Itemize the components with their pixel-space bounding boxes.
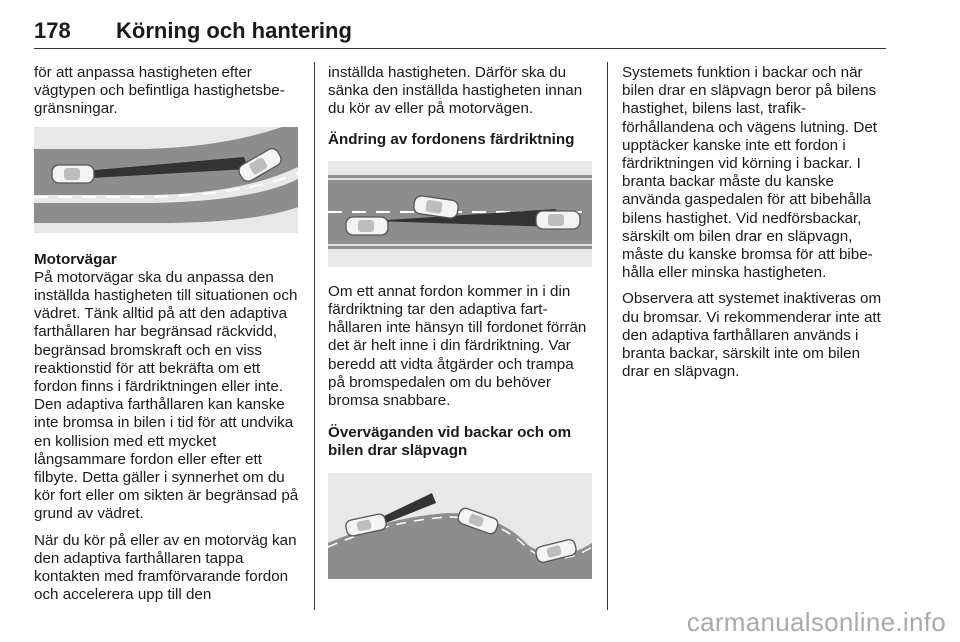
lane-change-illustration [328, 161, 592, 267]
col2-para1: Om ett annat fordon kommer in i din färdriktning tar den adaptiva farthållaren inte hänsyn till fordonet förrän det är helt inne i din färdriktning. Var beredd att vidta åtgärder och trampa på bromspedalen om du behöver bromsa snabbare. [328, 282, 587, 410]
col1-para1: På motorvägar ska du anpassa den inställda hastigheten till situationen och vädret. Tänk alltid på att den adaptiva farthållaren har begränsad räckvidd, begränsad bromskraft och en viss reaktionstid för att bekräfta om ett fordon finns i färdriktningen eller inte. Den adaptiva farthållaren kan kanske inte bromsa in bilen i tid för att undvika en kollision med ett mycket långsammare fordon eller efter ett filbyte. Detta gäller i synnerhet om du kör fort eller om sikten är begränsad på grund av vädret. [34, 268, 299, 523]
col3-para1: Systemets funktion i backar och när bilen drar en släpvagn beror på bilens hastighet, bilens last, trafikförhållandena och vägens lutning. Det upptäcker kanske inte ett fordon i färdriktningen vid körning i backar. I branta backar måste du kanske använda gaspedalen för att bibehålla bilens hastighet. Vid nedförsbackar, särskilt om bilen drar en släpvagn, måste du kanske bromsa för att bibehålla eller minska hastigheten. [622, 64, 877, 282]
hills-illustration [328, 473, 592, 579]
col1-para2: När du kör på eller av en motorväg kan den adaptiva farthållaren tappa kontakten med framförvarande fordon och accelerera upp till den [34, 531, 297, 604]
column-3 [622, 64, 890, 389]
curve-road-drawing [34, 127, 298, 233]
column-2 [328, 64, 594, 579]
col1-intro: för att anpassa hastigheten efter vägtypen och befintliga hastighetsbegränsningar. [34, 64, 285, 118]
col2-intro: inställda hastigheten. Därför ska du sänka den inställda hastigheten innan du kör av eller på motorvägen. [328, 64, 583, 118]
page-header [34, 8, 886, 49]
section-heading-hills-trailer: Överväganden vid backar och om bilen drar släpvagn [328, 424, 572, 460]
section-heading-motorvagar: Motorvägar [34, 250, 117, 268]
curve-road-illustration [34, 127, 298, 233]
column-divider [607, 62, 608, 610]
car-icon [536, 211, 580, 229]
watermark: carmanualsonline.info [686, 607, 946, 637]
column-1 [34, 64, 300, 612]
hills-drawing [328, 473, 592, 579]
car-icon [346, 217, 388, 235]
car-icon [52, 165, 94, 183]
page-number: 178 [34, 18, 71, 43]
lane-change-drawing [328, 161, 592, 267]
chapter-title: Körning och hantering [116, 18, 352, 43]
col3-para2: Observera att systemet inaktiveras om du bromsar. Vi rekommenderar inte att den adaptiva farthållaren används i branta backar, särskilt inte om bilen drar en släpvagn. [622, 290, 882, 381]
column-divider [314, 62, 315, 610]
section-heading-direction-change: Ändring av fordonens färdriktning [328, 130, 575, 148]
